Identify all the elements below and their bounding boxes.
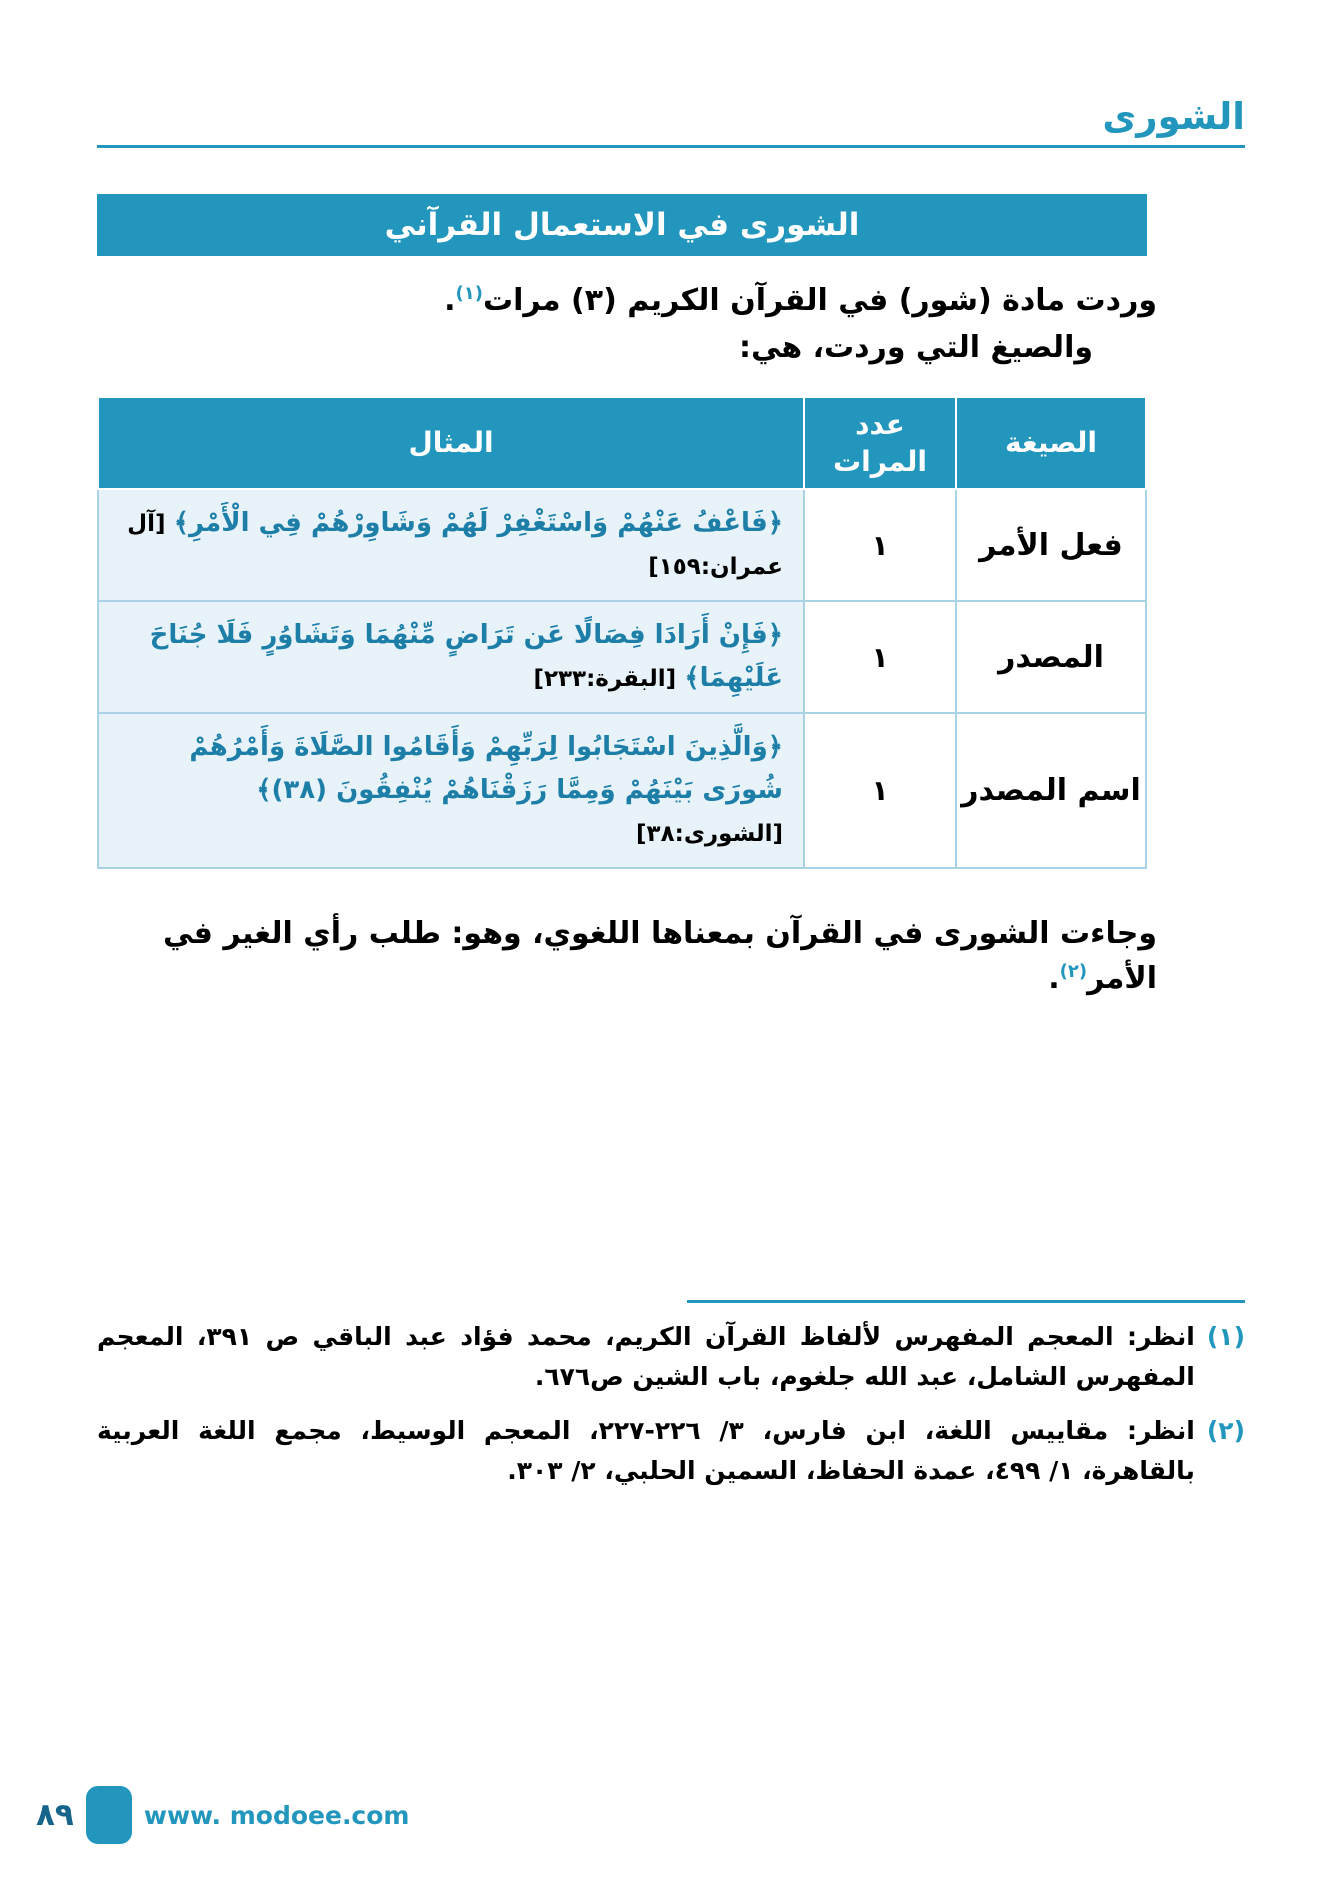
footnote-ref-1: (١) bbox=[455, 283, 483, 305]
closing-period: . bbox=[1048, 960, 1060, 996]
intro-line-1 bbox=[97, 278, 1245, 323]
verse-citation: [الشورى:٣٨] bbox=[636, 820, 783, 847]
form-name: اسم المصدر bbox=[956, 713, 1146, 868]
page-footer bbox=[36, 1786, 409, 1844]
footnotes-section bbox=[97, 1300, 1245, 1491]
verse-citation: [آل عمران:١٥٩] bbox=[127, 511, 783, 581]
footnote-number: (٢) bbox=[1206, 1416, 1245, 1445]
intro-line-2: والصيغ التي وردت، هي: bbox=[739, 330, 1093, 366]
table-row bbox=[98, 601, 1146, 713]
form-example bbox=[98, 601, 804, 713]
closing-paragraph bbox=[97, 911, 1245, 1001]
header-count: عدد المرات bbox=[804, 397, 956, 489]
footnote-text: انظر: مقاييس اللغة، ابن فارس، ٣/ ٢٢٦-٢٢٧، المعجم الوسيط، مجمع اللغة العربية بالقاهرة، ١/ ٤٩٩، عمدة الحفاظ، السمين الحلبي، ٢/ ٣٠٣. bbox=[97, 1416, 1195, 1485]
header-rule bbox=[97, 145, 1245, 148]
footnote-1 bbox=[97, 1317, 1245, 1397]
form-count: ١ bbox=[804, 713, 956, 868]
form-count: ١ bbox=[804, 601, 956, 713]
form-name: فعل الأمر bbox=[956, 489, 1146, 601]
table-row bbox=[98, 713, 1146, 868]
verse-citation: [البقرة:٢٣٣] bbox=[533, 666, 677, 693]
footnote-ref-2: (٢) bbox=[1059, 960, 1088, 982]
page-number: ٨٩ bbox=[36, 1797, 74, 1833]
table-header-row bbox=[98, 397, 1146, 489]
header-form: الصيغة bbox=[956, 397, 1146, 489]
footnote-number: (١) bbox=[1206, 1322, 1245, 1351]
section-title: الشورى في الاستعمال القرآني bbox=[384, 207, 860, 244]
table-row bbox=[98, 489, 1146, 601]
closing-text: وجاءت الشورى في القرآن بمعناها اللغوي، وهو: طلب رأي الغير في الأمر bbox=[162, 915, 1157, 996]
intro-line1-text: وردت مادة (شور) في القرآن الكريم (٣) مرات bbox=[482, 283, 1157, 319]
running-head-title: الشورى bbox=[1102, 95, 1245, 138]
form-example bbox=[98, 489, 804, 601]
quran-verse: ﴿فَاعْفُ عَنْهُمْ وَاسْتَغْفِرْ لَهُمْ وَشَاوِرْهُمْ فِي الْأَمْرِ﴾ bbox=[173, 508, 783, 539]
quran-verse: ﴿وَالَّذِينَ اسْتَجَابُوا لِرَبِّهِمْ وَأَقَامُوا الصَّلَاةَ وَأَمْرُهُمْ شُورَى بَيْنَهُمْ وَمِمَّا رَزَقْنَاهُمْ يُنْفِقُونَ (٣٨)﴾ bbox=[189, 731, 783, 805]
footnote-separator bbox=[687, 1300, 1245, 1303]
form-example bbox=[98, 713, 804, 868]
form-name: المصدر bbox=[956, 601, 1146, 713]
header-example: المثال bbox=[98, 397, 804, 489]
page-number-tab bbox=[86, 1786, 132, 1844]
footnote-text: انظر: المعجم المفهرس لألفاظ القرآن الكريم، محمد فؤاد عبد الباقي ص ٣٩١، المعجم المفهرس الشامل، عبد الله جلغوم، باب الشين ص٦٧٦. bbox=[97, 1322, 1195, 1391]
page-header bbox=[97, 95, 1245, 148]
footnote-2 bbox=[97, 1411, 1245, 1491]
website-link[interactable]: www. modoee.com bbox=[143, 1800, 410, 1830]
forms-table bbox=[97, 396, 1147, 868]
quran-verse: ﴿فَإِنْ أَرَادَا فِصَالًا عَن تَرَاضٍ مِّنْهُمَا وَتَشَاوُرٍ فَلَا جُنَاحَ عَلَيْهِمَا﴾ bbox=[149, 620, 783, 694]
intro-line1-period: . bbox=[444, 283, 456, 319]
form-count: ١ bbox=[804, 489, 956, 601]
section-title-bar bbox=[97, 194, 1147, 256]
